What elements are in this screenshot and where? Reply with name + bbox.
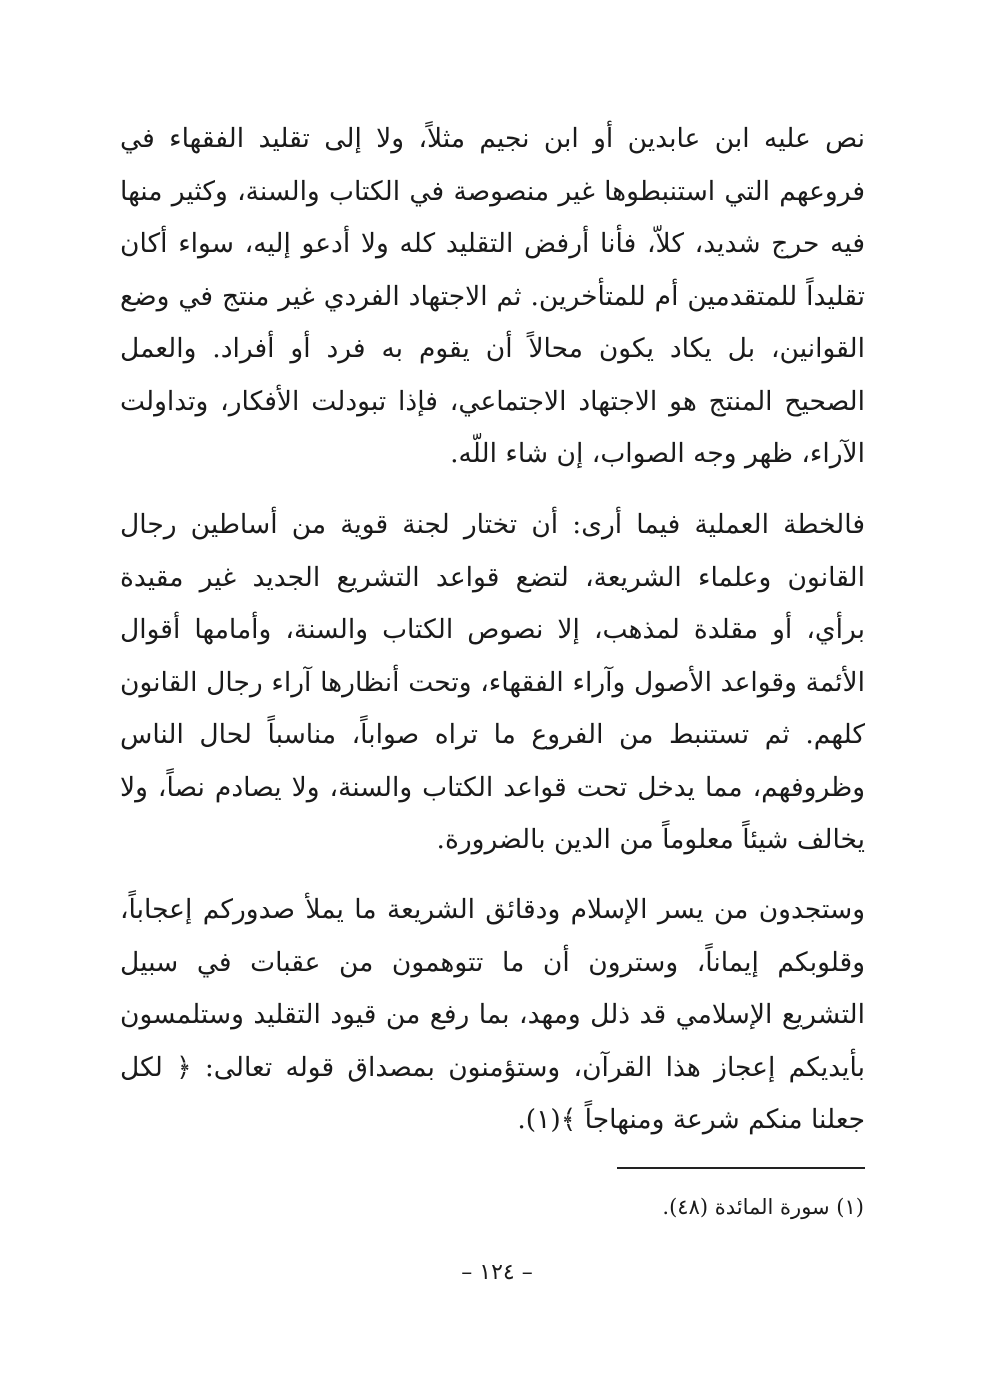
footnote-divider [617, 1167, 865, 1169]
paragraph-1: نص عليه ابن عابدين أو ابن نجيم مثلاً، ولا إلى تقليد الفقهاء في فروعهم التي استنبطوها غير منصوصة في الكتاب والسنة، وكثير منها فيه حرج شديد، كلاّ، فأنا أرفض التقليد كله ولا أدعو إليه، سواء أكان تقليداً للمتقدمين أم للمتأخرين. ثم الاجتهاد الفردي غير منتج في وضع القوانين، بل يكاد يكون محالاً أن يقوم به فرد أو أفراد. والعمل الصحيح المنتج هو الاجتهاد الاجتماعي، فإذا تبودلت الأفكار، وتداولت الآراء، ظهر وجه الصواب، إن شاء اللّه. [120, 123, 865, 469]
footnote: (١) سورة المائدة (٤٨). [662, 1195, 864, 1219]
paragraph-3: وستجدون من يسر الإسلام ودقائق الشريعة ما يملأ صدوركم إعجاباً، وقلوبكم إيماناً، وسترون أن ما تتوهمون من عقبات في سبيل التشريع الإسلامي قد ذلل ومهد، بما رفع من قيود التقليد وستلمسون بأيديكم إعجاز هذا القرآن، وستؤمنون بمصداق قوله تعالى: ﴿ لكل جعلنا منكم شرعة ومنهاجاً ﴾(١). [120, 894, 865, 1135]
page-number: – ١٢٤ – [461, 1260, 533, 1285]
paragraph-2: فالخطة العملية فيما أرى: أن تختار لجنة قوية من أساطين رجال القانون وعلماء الشريعة، لتضع قواعد التشريع الجديد غير مقيدة برأي، أو مقلدة لمذهب، إلا نصوص الكتاب والسنة، وأمامها أقوال الأئمة وقواعد الأصول وآراء الفقهاء، وتحت أنظارها آراء رجال القانون كلهم. ثم تستنبط من الفروع ما تراه صواباً، مناسباً لحال الناس وظروفهم، مما يدخل تحت قواعد الكتاب والسنة، ولا يصادم نصاً، ولا يخالف شيئاً معلوماً من الدين بالضرورة. [120, 509, 865, 855]
